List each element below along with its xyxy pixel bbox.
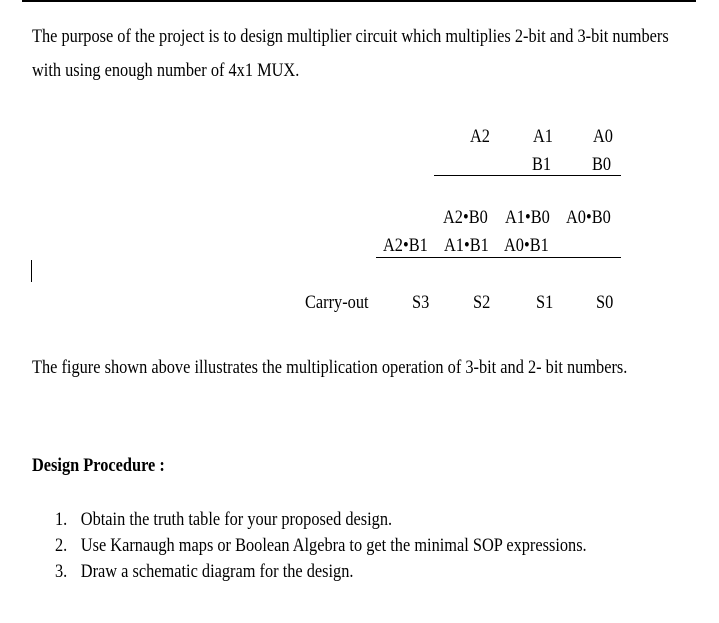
design-procedure-heading: Design Procedure : — [32, 455, 165, 476]
figure-caption: The figure shown above illustrates the multiplication operation of 3-bit and 2- bit numbers. — [32, 357, 628, 378]
list-item — [55, 533, 587, 559]
partial-product-a0b0: A0•B0 — [566, 207, 611, 228]
step-text: Obtain the truth table for your proposed design. — [80, 509, 393, 530]
addition-line — [376, 257, 621, 258]
step-number: 1. — [55, 509, 68, 530]
result-carry-out: Carry-out — [305, 292, 369, 313]
partial-product-a2b0: A2•B0 — [443, 207, 488, 228]
text-cursor — [31, 260, 32, 282]
list-item — [55, 507, 587, 533]
multiplication-line — [434, 175, 621, 176]
multiplier-bit-b1: B1 — [532, 154, 552, 175]
step-number: 3. — [55, 561, 68, 582]
partial-product-a0b1: A0•B1 — [504, 235, 549, 256]
partial-product-a1b1: A1•B1 — [444, 235, 489, 256]
project-purpose-paragraph — [32, 20, 669, 88]
purpose-line-2: with using enough number of 4x1 MUX. — [32, 60, 300, 81]
multiplier-bit-b0: B0 — [592, 154, 612, 175]
purpose-line-1: The purpose of the project is to design multiplier circuit which multiplies 2-bit and 3-bit numbers — [32, 26, 669, 47]
result-s1: S1 — [536, 292, 554, 313]
step-text: Use Karnaugh maps or Boolean Algebra to get the minimal SOP expressions. — [80, 535, 587, 556]
multiplicand-bit-a2: A2 — [470, 126, 490, 147]
partial-product-a1b0: A1•B0 — [505, 207, 550, 228]
list-item — [55, 559, 587, 585]
step-text: Draw a schematic diagram for the design. — [80, 561, 354, 582]
multiplicand-bit-a0: A0 — [593, 126, 613, 147]
design-steps-list — [55, 507, 587, 585]
multiplicand-bit-a1: A1 — [533, 126, 553, 147]
result-s2: S2 — [473, 292, 491, 313]
result-s3: S3 — [412, 292, 430, 313]
partial-product-a2b1: A2•B1 — [383, 235, 428, 256]
top-border-line — [22, 0, 696, 2]
step-number: 2. — [55, 535, 68, 556]
result-s0: S0 — [596, 292, 614, 313]
